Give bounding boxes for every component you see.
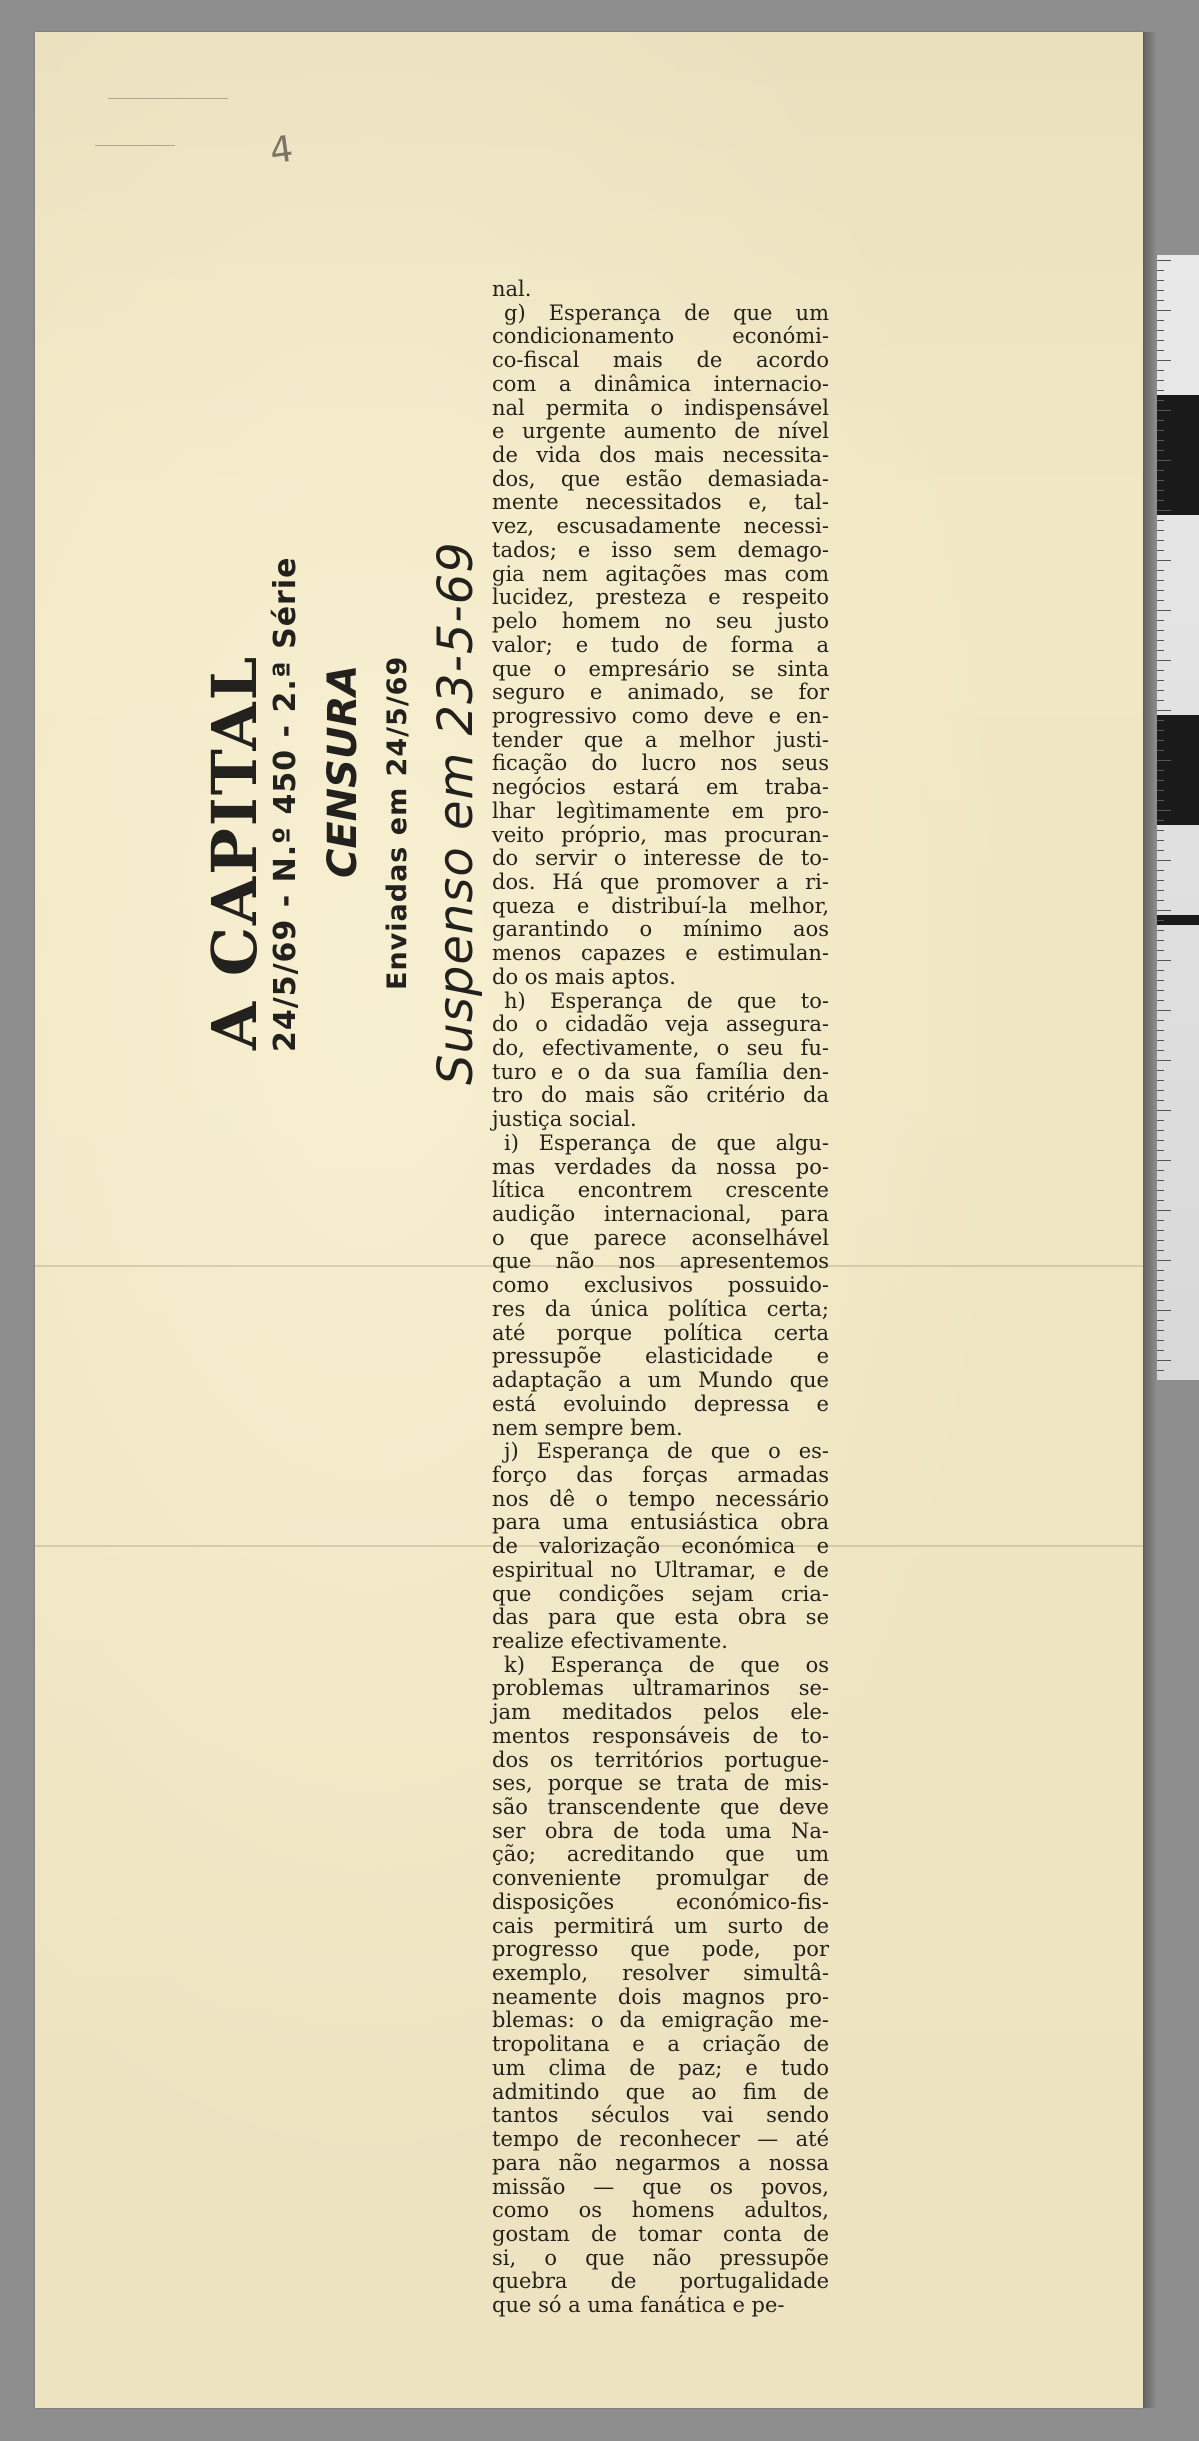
article-line: problemas ultramarinos se- [492, 1676, 829, 1701]
ruler-tick [1157, 660, 1171, 661]
ruler-tick [1157, 1080, 1164, 1081]
ruler-tick [1157, 830, 1164, 831]
ruler-tick [1157, 990, 1164, 991]
ruler-tick [1157, 840, 1164, 841]
ruler-tick [1157, 980, 1164, 981]
ruler-tick [1157, 630, 1164, 631]
ruler-tick [1157, 1120, 1164, 1121]
article-line: turo e o da sua família den- [492, 1059, 829, 1084]
article-line: exemplo, resolver simultâ- [492, 1961, 829, 1986]
ruler-tick [1157, 1040, 1164, 1041]
ruler-tick [1157, 260, 1171, 261]
ruler-tick [1157, 1070, 1164, 1071]
article-line: justiça social. [492, 1107, 637, 1132]
ruler-tick [1157, 1160, 1171, 1161]
ruler-tick [1157, 510, 1171, 511]
ruler-tick [1157, 1180, 1164, 1181]
ruler-tick [1157, 1150, 1164, 1151]
ruler-tick [1157, 1300, 1164, 1301]
article-line: g) Esperança de que um [504, 300, 829, 325]
ruler-tick [1157, 400, 1164, 401]
article-line: e urgente aumento de nível [492, 419, 829, 444]
ruler-tick [1157, 690, 1164, 691]
article-line: dos, que estão demasiada- [492, 466, 829, 491]
ruler-tick [1157, 890, 1164, 891]
article-line: que não nos apresentemos [492, 1249, 829, 1274]
ruler-tick [1157, 880, 1164, 881]
newspaper-name: A CAPITAL [198, 654, 271, 1050]
article-line: menos capazes e estimulan- [492, 941, 829, 966]
ruler-tick [1157, 350, 1164, 351]
article-line: como os homens adultos, [492, 2198, 829, 2223]
article-line: lucidez, presteza e respeito [492, 585, 829, 610]
article-line: blemas: o da emigração me- [492, 2008, 829, 2033]
ruler-tick [1157, 490, 1164, 491]
article-line: seguro e animado, se for [492, 680, 829, 705]
ruler-tick [1157, 340, 1164, 341]
ruler-tick [1157, 1320, 1164, 1321]
ruler-tick [1157, 330, 1164, 331]
article-line: nos dê o tempo necessário [492, 1486, 829, 1511]
article-line: i) Esperança de que algu- [504, 1130, 829, 1155]
ruler-tick [1157, 870, 1164, 871]
article-line: está evoluindo depressa e [492, 1391, 829, 1416]
ruler-tick [1157, 1290, 1164, 1291]
ruler-tick [1157, 1340, 1164, 1341]
article-line: gia nem agitações mas com [492, 561, 829, 586]
article-line: tro do mais são critério da [492, 1083, 829, 1108]
ruler-tick [1157, 1360, 1171, 1361]
ruler-tick [1157, 1200, 1164, 1201]
article-line: dos os territórios portugue- [492, 1747, 829, 1772]
sent-date-line: Enviadas em 24/5/69 [382, 655, 413, 990]
article-line: que o empresário se sinta [492, 656, 829, 681]
ruler-tick [1157, 280, 1164, 281]
ruler-tick [1157, 1050, 1164, 1051]
article-line: como exclusivos possuido- [492, 1273, 829, 1298]
ruler-tick [1157, 290, 1164, 291]
ruler-tick [1157, 700, 1164, 701]
ruler-tick [1157, 1000, 1164, 1001]
ruler-tick [1157, 590, 1164, 591]
ruler-tick [1157, 670, 1164, 671]
article-line: quebra de portugalidade [492, 2269, 829, 2294]
article-line: do o cidadão veja assegura- [492, 1012, 829, 1037]
ruler-tick [1157, 550, 1164, 551]
article-line: condicionamento económi- [492, 324, 829, 349]
ruler-tick [1157, 380, 1164, 381]
article-line: progressivo como deve e en- [492, 703, 829, 728]
ruler-tick [1157, 770, 1164, 771]
ruler-tick [1157, 560, 1171, 561]
ruler-tick [1157, 1210, 1171, 1211]
ruler-tick [1157, 570, 1164, 571]
ruler-tick [1157, 540, 1164, 541]
ruler-tick [1157, 370, 1164, 371]
article-line: das para que esta obra se [492, 1605, 829, 1630]
article-line: ser obra de toda uma Na- [492, 1818, 829, 1843]
article-line: pressupõe elasticidade e [492, 1344, 829, 1369]
article-line: tempo de reconhecer — até [492, 2127, 829, 2152]
article-line: tender que a melhor justi- [492, 727, 829, 752]
ruler-tick [1157, 820, 1164, 821]
ruler-tick [1157, 760, 1171, 761]
ruler-tick [1157, 900, 1164, 901]
article-line: h) Esperança de que to- [504, 988, 829, 1013]
ruler-tick [1157, 930, 1164, 931]
ruler-tick [1157, 450, 1164, 451]
article-line: ção; acreditando que um [492, 1842, 829, 1867]
ruler-tick [1157, 1130, 1164, 1131]
article-line: nal. [492, 277, 532, 301]
article-line: veito próprio, mas procuran- [492, 822, 829, 847]
ruler-tick [1157, 390, 1164, 391]
article-line: um clima de paz; e tudo [492, 2055, 829, 2080]
ruler-tick [1157, 1270, 1164, 1271]
ruler-tick [1157, 410, 1171, 411]
article-line: mas verdades da nossa po- [492, 1154, 829, 1179]
article-line: do servir o interesse de to- [492, 846, 829, 871]
ruler-tick [1157, 970, 1164, 971]
article-line: mentos responsáveis de to- [492, 1723, 829, 1748]
ruler-tick [1157, 310, 1171, 311]
article-line: mente necessitados e, tal- [492, 490, 829, 515]
article-line: ses, porque se trata de mis- [492, 1771, 829, 1796]
article-line: disposições económico-fis- [492, 1889, 829, 1914]
ruler-tick [1157, 1370, 1164, 1371]
ruler-tick [1157, 320, 1164, 321]
ruler-tick [1157, 650, 1164, 651]
ruler-tick [1157, 960, 1171, 961]
article-line: gostam de tomar conta de [492, 2221, 829, 2246]
ruler-tick [1157, 1330, 1164, 1331]
ruler-tick [1157, 360, 1171, 361]
ruler-tick [1157, 300, 1164, 301]
ruler-tick [1157, 790, 1164, 791]
ruler-tick [1157, 1250, 1164, 1251]
article-line: cais permitirá um surto de [492, 1913, 829, 1938]
article-line: espiritual no Ultramar, e de [492, 1557, 829, 1582]
ruler-tick [1157, 940, 1164, 941]
article-line: queza e distribuí-la melhor, [492, 893, 829, 918]
article-line: para não negarmos a nossa [492, 2150, 829, 2175]
article-line: pelo homem no seu justo [492, 609, 829, 634]
ruler-tick [1157, 800, 1164, 801]
censorship-stamp [160, 20, 520, 1090]
article-line: neamente dois magnos pro- [492, 1984, 829, 2009]
article-line: garantindo o mínimo aos [492, 917, 829, 942]
ruler-tick [1157, 1280, 1164, 1281]
pencil-page-number: 4 [267, 128, 296, 173]
ruler-tick [1157, 730, 1164, 731]
suspended-date-line: Suspenso em 23-5-69 [428, 541, 484, 1085]
ruler-tick [1157, 600, 1164, 601]
ruler-tick [1157, 950, 1164, 951]
article-line: para uma entusiástica obra [492, 1510, 829, 1535]
article-line: nal permita o indispensável [492, 395, 829, 420]
article-line: k) Esperança de que os [504, 1652, 829, 1677]
ruler-tick [1157, 1220, 1164, 1221]
ruler-tick [1157, 720, 1164, 721]
article-line: forço das forças armadas [492, 1462, 829, 1487]
ruler-black-band [1157, 395, 1199, 515]
ruler-tick [1157, 610, 1171, 611]
article-line: que só a uma fanática e pe- [492, 2293, 785, 2318]
article-line: admitindo que ao fim de [492, 2079, 829, 2104]
article-line: audição internacional, para [492, 1202, 829, 1227]
article-line: negócios estará em traba- [492, 775, 829, 800]
article-line: de valorização económica e [492, 1534, 829, 1559]
ruler-tick [1157, 1110, 1171, 1111]
article-line: tantos séculos vai sendo [492, 2103, 829, 2128]
ruler-tick [1157, 520, 1164, 521]
ruler-tick [1157, 1260, 1171, 1261]
article-line: do, efectivamente, o seu fu- [492, 1036, 829, 1060]
article-line: jam meditados pelos ele- [492, 1700, 829, 1725]
ruler-tick [1157, 910, 1171, 911]
scale-ruler [1157, 255, 1199, 1380]
article-line: são transcendente que deve [492, 1795, 829, 1819]
ruler-tick [1157, 1020, 1164, 1021]
article-line: si, o que não pressupõe [492, 2245, 829, 2270]
ruler-tick [1157, 920, 1164, 921]
ruler-tick [1157, 740, 1164, 741]
article-line: o que parece aconselhável [492, 1225, 829, 1250]
article-line: lítica encontrem crescente [492, 1178, 829, 1203]
censorship-label: CENSURA [320, 664, 366, 878]
ruler-tick [1157, 850, 1164, 851]
article-line: do os mais aptos. [492, 964, 676, 989]
article-line: lhar legìtimamente em pro- [492, 798, 829, 823]
article-line: conveniente promulgar de [492, 1866, 829, 1891]
ruler-tick [1157, 1060, 1171, 1061]
ruler-tick [1157, 710, 1171, 711]
article-column [492, 278, 829, 2318]
ruler-tick [1157, 470, 1164, 471]
ruler-tick [1157, 460, 1171, 461]
ruler-tick [1157, 1010, 1171, 1011]
ruler-tick [1157, 1230, 1164, 1231]
article-line: tados; e isso sem demago- [492, 537, 829, 562]
issue-line: 24/5/69 - N.º 450 - 2.ª Série [268, 556, 303, 1052]
ruler-tick [1157, 270, 1164, 271]
ruler-tick [1157, 1310, 1171, 1311]
article-line: ficação do lucro nos seus [492, 751, 829, 776]
ruler-tick [1157, 1140, 1164, 1141]
article-line: até porque política certa [492, 1320, 829, 1345]
article-line: dos. Há que promover a ri- [492, 869, 829, 894]
ruler-tick [1157, 1030, 1164, 1031]
article-line: realize efectivamente. [492, 1628, 728, 1653]
article-line: valor; e tudo de forma a [492, 632, 829, 657]
page-edge-shadow [1143, 32, 1157, 2408]
ruler-tick [1157, 1240, 1164, 1241]
ruler-tick [1157, 480, 1164, 481]
ruler-tick [1157, 1350, 1164, 1351]
article-line: vez, escusadamente necessi- [492, 514, 829, 539]
ruler-tick [1157, 860, 1171, 861]
ruler-tick [1157, 640, 1164, 641]
ruler-tick [1157, 620, 1164, 621]
ruler-tick [1157, 500, 1164, 501]
ruler-tick [1157, 750, 1164, 751]
article-line: com a dinâmica internacio- [492, 371, 829, 396]
ruler-tick [1157, 580, 1164, 581]
ruler-tick [1157, 810, 1171, 811]
article-line: nem sempre bem. [492, 1415, 683, 1440]
article-line: progresso que pode, por [492, 1937, 829, 1962]
ruler-tick [1157, 530, 1164, 531]
ruler-tick [1157, 430, 1164, 431]
ruler-tick [1157, 680, 1164, 681]
ruler-tick [1157, 1090, 1164, 1091]
article-line: adaptação a um Mundo que [492, 1368, 829, 1393]
article-line: tropolitana e a criação de [492, 2032, 829, 2057]
ruler-tick [1157, 1190, 1164, 1191]
article-line: de vida dos mais necessita- [492, 443, 829, 468]
ruler-tick [1157, 420, 1164, 421]
ruler-tick [1157, 1100, 1164, 1101]
ruler-tick [1157, 1170, 1164, 1171]
article-line: missão — que os povos, [492, 2174, 829, 2199]
article-line: res da única política certa; [492, 1296, 829, 1321]
article-line: co-fiscal mais de acordo [492, 348, 829, 373]
article-line: j) Esperança de que o es- [504, 1439, 829, 1464]
ruler-tick [1157, 440, 1164, 441]
ruler-tick [1157, 780, 1164, 781]
article-line: que condições sejam cria- [492, 1581, 829, 1606]
